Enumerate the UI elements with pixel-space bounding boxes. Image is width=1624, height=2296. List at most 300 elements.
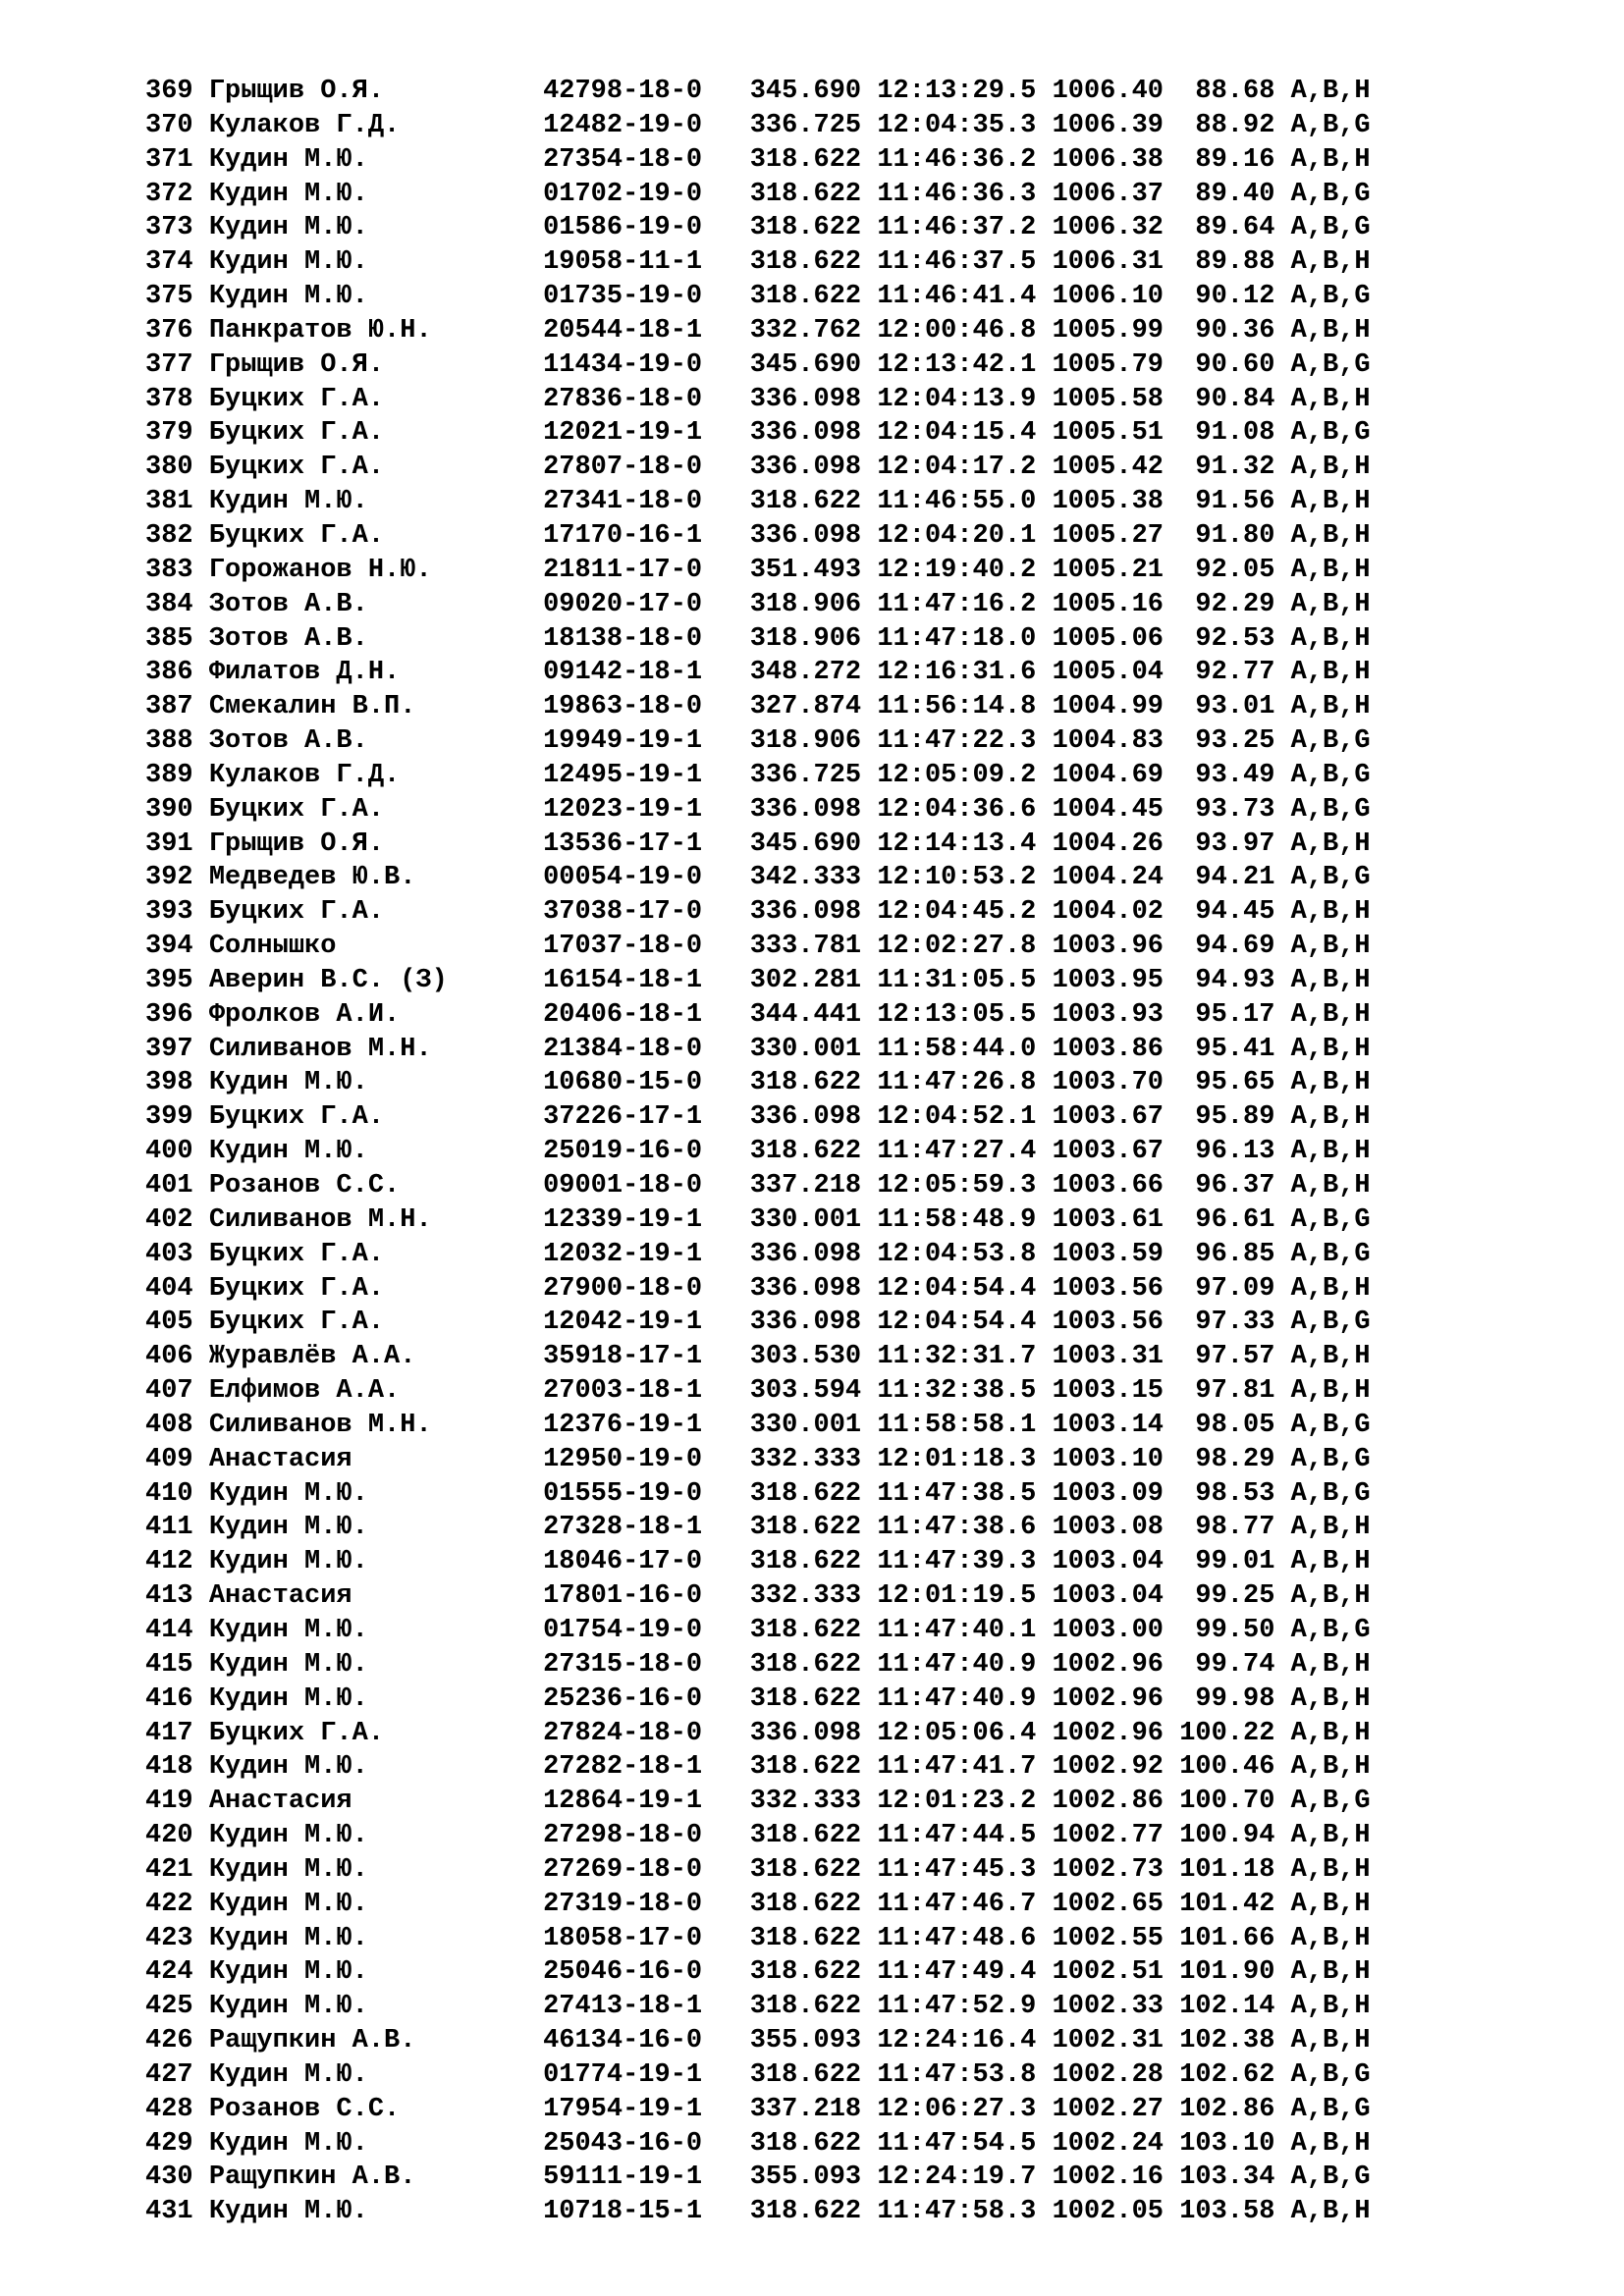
- table-row: [145, 1545, 1371, 1579]
- row-distance: 318.622: [749, 2059, 878, 2090]
- row-time: 12:05:59.3: [877, 1171, 1053, 1201]
- row-speed: 1004.26: [1052, 828, 1180, 859]
- row-name: Кудин М.Ю.: [208, 1137, 544, 1167]
- row-time: 12:04:53.8: [877, 1239, 1053, 1269]
- row-coefficient: 98.29: [1179, 1444, 1291, 1474]
- row-place: 428: [145, 2094, 209, 2124]
- row-coefficient: 93.97: [1179, 828, 1291, 859]
- row-ring-number: 27413-18-1: [543, 1992, 750, 2022]
- row-name: Кудин М.Ю.: [208, 2059, 544, 2090]
- row-coefficient: 96.37: [1179, 1171, 1291, 1201]
- row-tags: A,B,H: [1290, 1273, 1371, 1304]
- row-name: Буцких Г.А.: [208, 418, 544, 449]
- row-speed: 1005.04: [1052, 658, 1180, 688]
- row-place: 385: [145, 623, 209, 654]
- row-place: 409: [145, 1444, 209, 1474]
- row-time: 11:47:18.0: [877, 623, 1053, 654]
- row-distance: 318.622: [749, 1957, 878, 1988]
- row-time: 11:47:54.5: [877, 2128, 1053, 2159]
- table-row: [145, 2161, 1371, 2195]
- row-name: Кудин М.Ю.: [208, 1513, 544, 1543]
- row-coefficient: 89.40: [1179, 179, 1291, 209]
- table-row: [145, 656, 1371, 690]
- row-speed: 1005.58: [1052, 384, 1180, 414]
- row-tags: A,B,G: [1290, 1410, 1371, 1440]
- row-place: 369: [145, 77, 209, 106]
- row-time: 11:47:40.1: [877, 1615, 1053, 1645]
- row-distance: 348.272: [749, 658, 878, 688]
- row-coefficient: 92.77: [1179, 658, 1291, 688]
- row-distance: 318.622: [749, 179, 878, 209]
- row-ring-number: 00054-19-0: [543, 863, 750, 893]
- table-row: [145, 793, 1371, 828]
- row-time: 12:05:06.4: [877, 1718, 1053, 1748]
- row-time: 11:46:41.4: [877, 282, 1053, 312]
- row-tags: A,B,H: [1290, 1992, 1371, 2022]
- row-speed: 1005.99: [1052, 315, 1180, 346]
- row-name: Медведев Ю.В.: [208, 863, 544, 893]
- row-tags: A,B,H: [1290, 1068, 1371, 1098]
- row-time: 11:58:58.1: [877, 1410, 1053, 1440]
- table-row: [145, 1888, 1371, 1922]
- row-tags: A,B,H: [1290, 1581, 1371, 1612]
- row-speed: 1002.27: [1052, 2094, 1180, 2124]
- row-coefficient: 103.34: [1179, 2163, 1291, 2193]
- row-distance: 336.098: [749, 1102, 878, 1133]
- row-speed: 1002.86: [1052, 1787, 1180, 1817]
- row-name: Кудин М.Ю.: [208, 282, 544, 312]
- row-tags: A,B,H: [1290, 1376, 1371, 1407]
- row-coefficient: 98.53: [1179, 1478, 1291, 1509]
- row-speed: 1003.86: [1052, 1034, 1180, 1064]
- row-ring-number: 12021-19-1: [543, 418, 750, 449]
- row-name: Фролков А.И.: [208, 999, 544, 1030]
- row-distance: 332.333: [749, 1787, 878, 1817]
- row-name: Кудин М.Ю.: [208, 1957, 544, 1988]
- row-speed: 1005.42: [1052, 453, 1180, 483]
- table-row: [145, 1374, 1371, 1409]
- row-tags: A,B,G: [1290, 726, 1371, 757]
- row-place: 372: [145, 179, 209, 209]
- row-coefficient: 98.77: [1179, 1513, 1291, 1543]
- row-distance: 330.001: [749, 1034, 878, 1064]
- row-tags: A,B,H: [1290, 555, 1371, 585]
- row-distance: 318.622: [749, 247, 878, 278]
- row-tags: A,B,H: [1290, 1171, 1371, 1201]
- row-place: 404: [145, 1273, 209, 1304]
- row-speed: 1002.33: [1052, 1992, 1180, 2022]
- row-time: 12:24:16.4: [877, 2026, 1053, 2056]
- row-speed: 1003.66: [1052, 1171, 1180, 1201]
- row-coefficient: 99.98: [1179, 1683, 1291, 1714]
- row-name: Ращупкин А.В.: [208, 2026, 544, 2056]
- row-tags: A,B,H: [1290, 453, 1371, 483]
- row-ring-number: 20544-18-1: [543, 315, 750, 346]
- row-tags: A,B,H: [1290, 828, 1371, 859]
- row-ring-number: 19863-18-0: [543, 692, 750, 722]
- row-time: 11:47:40.9: [877, 1683, 1053, 1714]
- row-place: 411: [145, 1513, 209, 1543]
- row-time: 12:19:40.2: [877, 555, 1053, 585]
- table-row: [145, 1648, 1371, 1682]
- row-tags: A,B,H: [1290, 658, 1371, 688]
- row-name: Зотов А.В.: [208, 726, 544, 757]
- row-ring-number: 12495-19-1: [543, 760, 750, 790]
- row-place: 417: [145, 1718, 209, 1748]
- row-distance: 355.093: [749, 2163, 878, 2193]
- row-distance: 336.098: [749, 520, 878, 551]
- row-coefficient: 92.05: [1179, 555, 1291, 585]
- row-name: Кудин М.Ю.: [208, 1478, 544, 1509]
- row-name: Кулаков Г.Д.: [208, 760, 544, 790]
- row-coefficient: 95.89: [1179, 1102, 1291, 1133]
- row-distance: 318.622: [749, 1547, 878, 1577]
- table-row: [145, 451, 1371, 485]
- row-speed: 1006.39: [1052, 110, 1180, 140]
- row-time: 12:04:15.4: [877, 418, 1053, 449]
- row-place: 424: [145, 1957, 209, 1988]
- row-tags: A,B,H: [1290, 897, 1371, 928]
- row-coefficient: 94.69: [1179, 932, 1291, 962]
- table-row: [145, 1511, 1371, 1545]
- row-speed: 1006.10: [1052, 282, 1180, 312]
- row-ring-number: 27341-18-0: [543, 487, 750, 517]
- row-speed: 1003.70: [1052, 1068, 1180, 1098]
- row-time: 12:00:46.8: [877, 315, 1053, 346]
- table-row: [145, 1853, 1371, 1888]
- row-ring-number: 18058-17-0: [543, 1923, 750, 1953]
- row-distance: 355.093: [749, 2026, 878, 2056]
- row-place: 400: [145, 1137, 209, 1167]
- row-tags: A,B,H: [1290, 1547, 1371, 1577]
- row-coefficient: 101.66: [1179, 1923, 1291, 1953]
- row-distance: 332.333: [749, 1444, 878, 1474]
- row-distance: 332.762: [749, 315, 878, 346]
- table-row: [145, 1409, 1371, 1443]
- row-tags: A,B,H: [1290, 1342, 1371, 1372]
- row-distance: 330.001: [749, 1410, 878, 1440]
- row-tags: A,B,G: [1290, 863, 1371, 893]
- row-place: 426: [145, 2026, 209, 2056]
- row-speed: 1004.45: [1052, 794, 1180, 825]
- row-speed: 1003.95: [1052, 965, 1180, 995]
- row-tags: A,B,H: [1290, 1513, 1371, 1543]
- row-speed: 1004.83: [1052, 726, 1180, 757]
- row-name: Буцких Г.А.: [208, 1718, 544, 1748]
- row-place: 398: [145, 1068, 209, 1098]
- row-name: Буцких Г.А.: [208, 1239, 544, 1269]
- row-distance: 318.622: [749, 2128, 878, 2159]
- row-place: 390: [145, 794, 209, 825]
- row-coefficient: 93.73: [1179, 794, 1291, 825]
- row-coefficient: 95.17: [1179, 999, 1291, 1030]
- row-distance: 336.098: [749, 453, 878, 483]
- row-coefficient: 99.74: [1179, 1649, 1291, 1680]
- row-place: 422: [145, 1889, 209, 1919]
- row-tags: A,B,G: [1290, 2059, 1371, 2090]
- row-place: 403: [145, 1239, 209, 1269]
- row-coefficient: 103.58: [1179, 2197, 1291, 2227]
- row-time: 11:46:36.2: [877, 144, 1053, 175]
- row-distance: 318.622: [749, 2197, 878, 2227]
- row-place: 427: [145, 2059, 209, 2090]
- row-ring-number: 27282-18-1: [543, 1752, 750, 1783]
- row-time: 12:13:29.5: [877, 77, 1053, 106]
- row-distance: 327.874: [749, 692, 878, 722]
- row-tags: A,B,H: [1290, 1649, 1371, 1680]
- row-distance: 337.218: [749, 2094, 878, 2124]
- row-ring-number: 17037-18-0: [543, 932, 750, 962]
- row-place: 429: [145, 2128, 209, 2159]
- row-tags: A,B,H: [1290, 999, 1371, 1030]
- row-name: Панкратов Ю.Н.: [208, 315, 544, 346]
- row-speed: 1003.67: [1052, 1102, 1180, 1133]
- row-time: 11:56:14.8: [877, 692, 1053, 722]
- row-distance: 318.906: [749, 623, 878, 654]
- row-name: Грыщив О.Я.: [208, 828, 544, 859]
- row-name: Анастасия: [208, 1581, 544, 1612]
- row-coefficient: 102.62: [1179, 2059, 1291, 2090]
- row-place: 423: [145, 1923, 209, 1953]
- table-row: [145, 1169, 1371, 1203]
- row-tags: A,B,G: [1290, 418, 1371, 449]
- row-place: 391: [145, 828, 209, 859]
- table-row: [145, 2058, 1371, 2093]
- row-place: 370: [145, 110, 209, 140]
- table-row: [145, 690, 1371, 724]
- row-distance: 303.530: [749, 1342, 878, 1372]
- row-place: 415: [145, 1649, 209, 1680]
- row-ring-number: 27354-18-0: [543, 144, 750, 175]
- row-speed: 1003.10: [1052, 1444, 1180, 1474]
- row-coefficient: 89.16: [1179, 144, 1291, 175]
- row-name: Силиванов М.Н.: [208, 1204, 544, 1235]
- row-time: 12:01:18.3: [877, 1444, 1053, 1474]
- row-speed: 1003.67: [1052, 1137, 1180, 1167]
- row-distance: 318.906: [749, 589, 878, 619]
- row-ring-number: 27269-18-0: [543, 1854, 750, 1885]
- row-ring-number: 12023-19-1: [543, 794, 750, 825]
- row-name: Аверин В.С. (З): [208, 965, 544, 995]
- row-tags: A,B,H: [1290, 1718, 1371, 1748]
- table-row: [145, 2195, 1371, 2229]
- row-name: Кудин М.Ю.: [208, 2197, 544, 2227]
- row-distance: 318.906: [749, 726, 878, 757]
- table-row: [145, 75, 1371, 109]
- row-ring-number: 12339-19-1: [543, 1204, 750, 1235]
- row-time: 11:47:26.8: [877, 1068, 1053, 1098]
- row-ring-number: 27003-18-1: [543, 1376, 750, 1407]
- row-place: 419: [145, 1787, 209, 1817]
- row-tags: A,B,G: [1290, 110, 1371, 140]
- row-ring-number: 25236-16-0: [543, 1683, 750, 1714]
- table-row: [145, 1203, 1371, 1238]
- row-distance: 318.622: [749, 282, 878, 312]
- row-time: 12:04:45.2: [877, 897, 1053, 928]
- row-distance: 318.622: [749, 1992, 878, 2022]
- row-ring-number: 01774-19-1: [543, 2059, 750, 2090]
- row-coefficient: 88.92: [1179, 110, 1291, 140]
- row-place: 387: [145, 692, 209, 722]
- row-place: 405: [145, 1308, 209, 1338]
- row-distance: 318.622: [749, 1513, 878, 1543]
- row-place: 378: [145, 384, 209, 414]
- row-place: 430: [145, 2163, 209, 2193]
- row-distance: 336.098: [749, 1239, 878, 1269]
- row-name: Буцких Г.А.: [208, 794, 544, 825]
- row-speed: 1005.16: [1052, 589, 1180, 619]
- row-time: 12:04:54.4: [877, 1308, 1053, 1338]
- row-speed: 1002.96: [1052, 1718, 1180, 1748]
- row-time: 12:24:19.7: [877, 2163, 1053, 2193]
- row-place: 379: [145, 418, 209, 449]
- row-coefficient: 103.10: [1179, 2128, 1291, 2159]
- row-ring-number: 27328-18-1: [543, 1513, 750, 1543]
- row-coefficient: 96.13: [1179, 1137, 1291, 1167]
- row-time: 12:04:35.3: [877, 110, 1053, 140]
- row-ring-number: 01586-19-0: [543, 213, 750, 243]
- row-coefficient: 89.88: [1179, 247, 1291, 278]
- row-tags: A,B,G: [1290, 1787, 1371, 1817]
- row-coefficient: 97.57: [1179, 1342, 1291, 1372]
- row-speed: 1003.09: [1052, 1478, 1180, 1509]
- row-name: Кудин М.Ю.: [208, 179, 544, 209]
- row-coefficient: 100.46: [1179, 1752, 1291, 1783]
- row-tags: A,B,H: [1290, 487, 1371, 517]
- row-place: 383: [145, 555, 209, 585]
- row-place: 395: [145, 965, 209, 995]
- row-speed: 1002.92: [1052, 1752, 1180, 1783]
- row-time: 12:06:27.3: [877, 2094, 1053, 2124]
- row-speed: 1005.21: [1052, 555, 1180, 585]
- row-name: Грыщив О.Я.: [208, 349, 544, 380]
- row-ring-number: 01702-19-0: [543, 179, 750, 209]
- row-ring-number: 09001-18-0: [543, 1171, 750, 1201]
- row-distance: 336.098: [749, 384, 878, 414]
- row-place: 431: [145, 2197, 209, 2227]
- row-time: 11:47:39.3: [877, 1547, 1053, 1577]
- row-place: 377: [145, 349, 209, 380]
- row-coefficient: 92.53: [1179, 623, 1291, 654]
- row-name: Буцких Г.А.: [208, 384, 544, 414]
- row-place: 425: [145, 1992, 209, 2022]
- row-distance: 318.622: [749, 144, 878, 175]
- row-distance: 332.333: [749, 1581, 878, 1612]
- row-time: 12:04:20.1: [877, 520, 1053, 551]
- row-tags: A,B,H: [1290, 144, 1371, 175]
- row-coefficient: 93.49: [1179, 760, 1291, 790]
- row-speed: 1002.96: [1052, 1683, 1180, 1714]
- row-tags: A,B,H: [1290, 1752, 1371, 1783]
- row-speed: 1003.93: [1052, 999, 1180, 1030]
- table-row: [145, 1717, 1371, 1751]
- row-coefficient: 101.42: [1179, 1889, 1291, 1919]
- row-ring-number: 01735-19-0: [543, 282, 750, 312]
- row-ring-number: 35918-17-1: [543, 1342, 750, 1372]
- table-row: [145, 1066, 1371, 1100]
- row-name: Буцких Г.А.: [208, 897, 544, 928]
- row-tags: A,B,G: [1290, 1204, 1371, 1235]
- table-row: [145, 1306, 1371, 1340]
- row-distance: 336.098: [749, 418, 878, 449]
- row-time: 12:04:52.1: [877, 1102, 1053, 1133]
- row-tags: A,B,G: [1290, 282, 1371, 312]
- row-coefficient: 96.85: [1179, 1239, 1291, 1269]
- row-name: Смекалин В.П.: [208, 692, 544, 722]
- row-coefficient: 91.08: [1179, 418, 1291, 449]
- row-coefficient: 101.90: [1179, 1957, 1291, 1988]
- row-ring-number: 18046-17-0: [543, 1547, 750, 1577]
- row-place: 381: [145, 487, 209, 517]
- row-time: 12:04:17.2: [877, 453, 1053, 483]
- row-ring-number: 12482-19-0: [543, 110, 750, 140]
- row-name: Кудин М.Ю.: [208, 1547, 544, 1577]
- row-coefficient: 94.21: [1179, 863, 1291, 893]
- row-tags: A,B,H: [1290, 315, 1371, 346]
- row-place: 394: [145, 932, 209, 962]
- row-distance: 336.725: [749, 760, 878, 790]
- row-distance: 330.001: [749, 1204, 878, 1235]
- row-time: 12:04:54.4: [877, 1273, 1053, 1304]
- row-ring-number: 21384-18-0: [543, 1034, 750, 1064]
- row-tags: A,B,H: [1290, 2128, 1371, 2159]
- row-tags: A,B,G: [1290, 349, 1371, 380]
- row-speed: 1004.69: [1052, 760, 1180, 790]
- table-row: [145, 930, 1371, 964]
- row-coefficient: 99.50: [1179, 1615, 1291, 1645]
- row-tags: A,B,H: [1290, 965, 1371, 995]
- row-time: 11:58:44.0: [877, 1034, 1053, 1064]
- row-ring-number: 18138-18-0: [543, 623, 750, 654]
- row-distance: 318.622: [749, 1683, 878, 1714]
- table-row: [145, 1785, 1371, 1819]
- row-time: 11:47:40.9: [877, 1649, 1053, 1680]
- row-place: 386: [145, 658, 209, 688]
- table-row: [145, 383, 1371, 417]
- row-ring-number: 17954-19-1: [543, 2094, 750, 2124]
- row-place: 396: [145, 999, 209, 1030]
- row-time: 11:47:45.3: [877, 1854, 1053, 1885]
- row-ring-number: 12376-19-1: [543, 1410, 750, 1440]
- row-name: Кудин М.Ю.: [208, 247, 544, 278]
- row-coefficient: 101.18: [1179, 1854, 1291, 1885]
- row-place: 421: [145, 1854, 209, 1885]
- row-distance: 336.098: [749, 1308, 878, 1338]
- row-ring-number: 09142-18-1: [543, 658, 750, 688]
- row-coefficient: 102.38: [1179, 2026, 1291, 2056]
- row-distance: 336.098: [749, 897, 878, 928]
- row-time: 11:47:27.4: [877, 1137, 1053, 1167]
- row-name: Силиванов М.Н.: [208, 1034, 544, 1064]
- row-name: Ращупкин А.В.: [208, 2163, 544, 2193]
- row-speed: 1002.77: [1052, 1821, 1180, 1851]
- table-row: [145, 1955, 1371, 1990]
- row-distance: 318.622: [749, 1752, 878, 1783]
- row-tags: A,B,H: [1290, 1102, 1371, 1133]
- row-ring-number: 59111-19-1: [543, 2163, 750, 2193]
- row-tags: A,B,H: [1290, 1889, 1371, 1919]
- row-place: 382: [145, 520, 209, 551]
- row-ring-number: 25043-16-0: [543, 2128, 750, 2159]
- row-ring-number: 01754-19-0: [543, 1615, 750, 1645]
- row-distance: 342.333: [749, 863, 878, 893]
- row-tags: A,B,H: [1290, 932, 1371, 962]
- table-row: [145, 1477, 1371, 1512]
- row-coefficient: 93.01: [1179, 692, 1291, 722]
- row-distance: 345.690: [749, 349, 878, 380]
- row-coefficient: 96.61: [1179, 1204, 1291, 1235]
- row-name: Буцких Г.А.: [208, 1308, 544, 1338]
